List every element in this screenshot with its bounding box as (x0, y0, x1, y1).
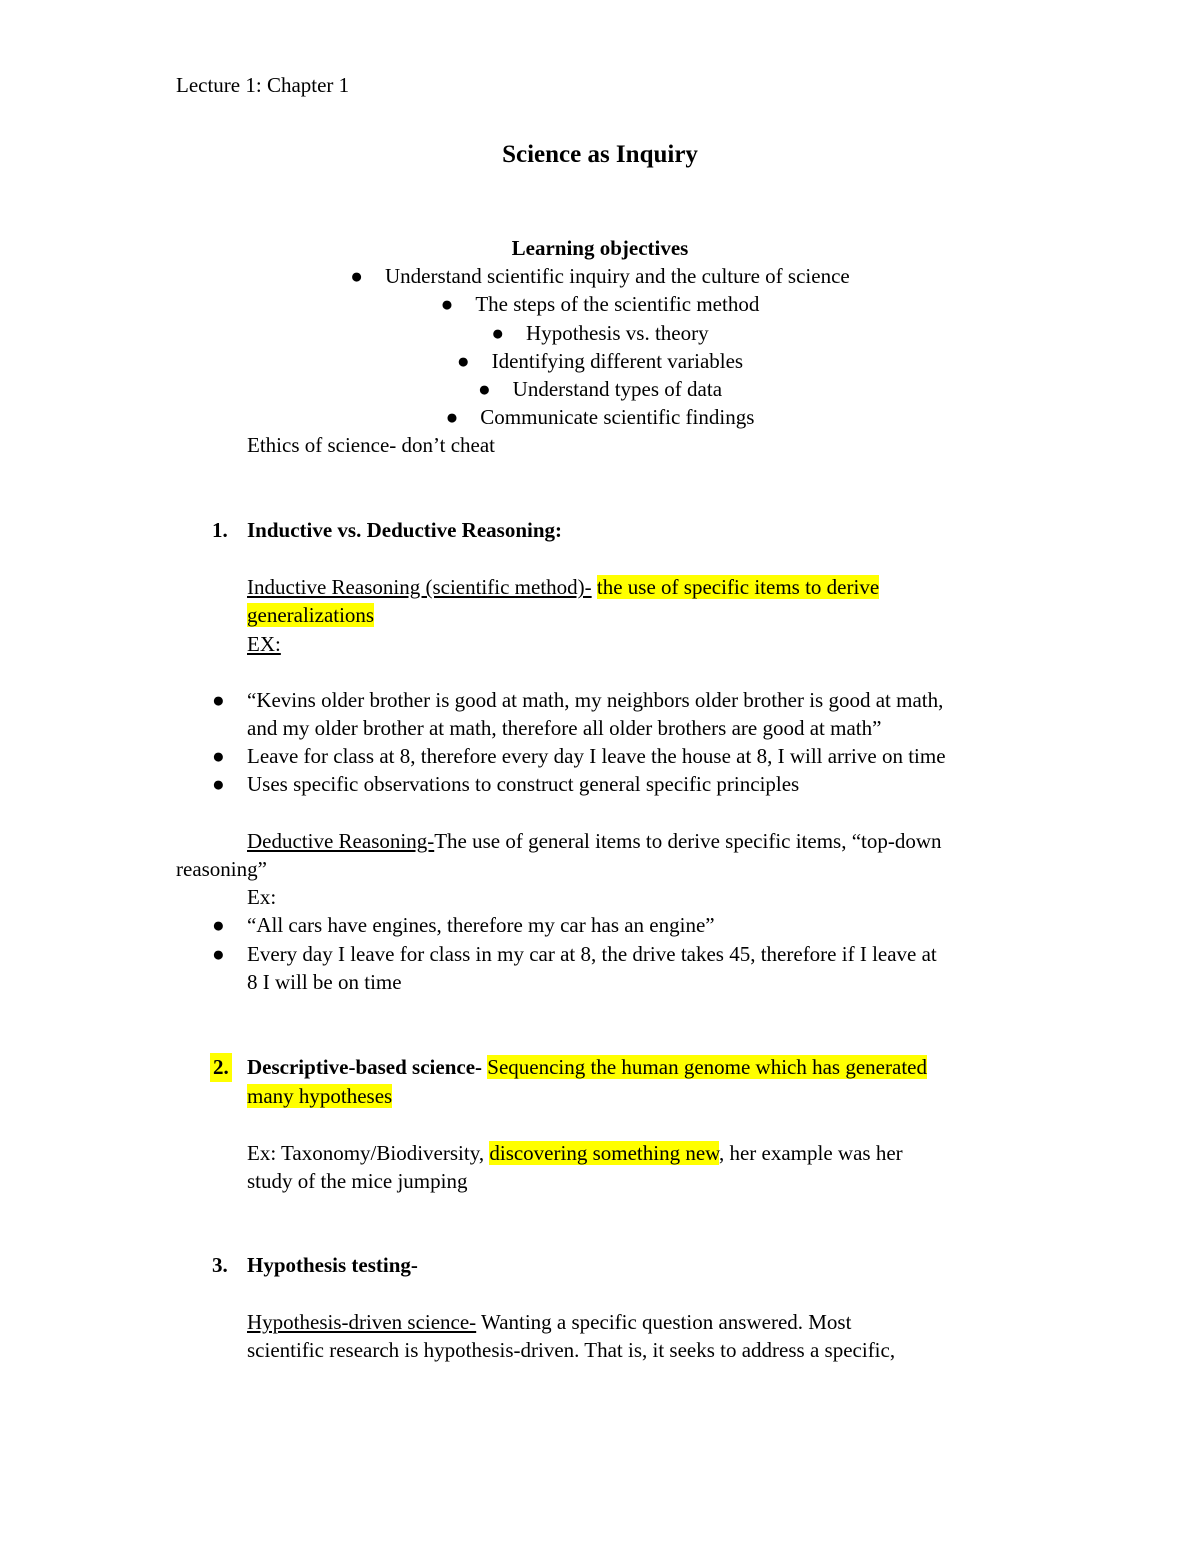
bullet-icon: ● (212, 942, 225, 966)
section-number: 1. (212, 518, 228, 542)
list-item: Every day I leave for class in my car at 8, the drive takes 45, therefore if I leave at (247, 942, 937, 966)
objectives-heading: Learning objectives (511, 236, 689, 260)
bullet-icon: ● (350, 264, 363, 288)
bullet-icon: ● (212, 913, 225, 937)
objective-item: ● The steps of the scientific method (440, 292, 760, 316)
hypothesis-term: Hypothesis-driven science- (247, 1310, 477, 1334)
bullet-icon: ● (212, 744, 225, 768)
section-heading: Inductive vs. Deductive Reasoning: (247, 518, 563, 542)
objective-item: ● Hypothesis vs. theory (491, 321, 709, 345)
section-heading: Descriptive-based science- (247, 1055, 483, 1079)
highlighted-text: generalizations (247, 603, 375, 627)
example-line: Ex: Taxonomy/Biodiversity, discovering something new, her example was her (247, 1141, 903, 1165)
objective-item: ● Communicate scientific findings (445, 405, 755, 429)
highlighted-text: discovering something new (489, 1141, 719, 1165)
list-item: “All cars have engines, therefore my car has an engine” (247, 913, 715, 937)
deductive-definition-line: Deductive Reasoning-The use of general items to derive specific items, “top-down (247, 829, 942, 853)
list-item: Uses specific observations to construct general specific principles (247, 772, 800, 796)
inductive-definition-line (247, 573, 879, 602)
hypothesis-definition-line: scientific research is hypothesis-driven. That is, it seeks to address a specific, (247, 1338, 896, 1362)
highlighted-text: Sequencing the human genome which has generated (487, 1055, 927, 1079)
deductive-definition-line: reasoning” (176, 857, 267, 881)
list-item-continuation: and my older brother at math, therefore all older brothers are good at math” (247, 716, 882, 740)
hypothesis-definition-line: Hypothesis-driven science- Wanting a specific question answered. Most (247, 1310, 852, 1334)
deductive-term: Deductive Reasoning- (247, 829, 435, 853)
document-title: Science as Inquiry (502, 141, 698, 168)
objective-item: ● Understand scientific inquiry and the culture of science (350, 264, 850, 288)
example-line: study of the mice jumping (247, 1169, 468, 1193)
objective-item: ● Identifying different variables (456, 349, 744, 373)
objective-item: ● Understand types of data (477, 377, 723, 401)
section-heading: Hypothesis testing- (247, 1253, 418, 1277)
bullet-icon: ● (212, 772, 225, 796)
bullet-icon: ● (445, 405, 459, 429)
bullet-icon: ● (456, 349, 470, 373)
inductive-term: Inductive Reasoning (scientific method)- (247, 575, 592, 599)
highlighted-text: many hypotheses (247, 1084, 393, 1108)
inductive-definition-line (247, 601, 374, 630)
list-item-continuation: 8 I will be on time (247, 970, 402, 994)
example-label: Ex: (247, 885, 277, 909)
list-item: “Kevins older brother is good at math, my neighbors older brother is good at math, (247, 688, 944, 712)
highlighted-text: the use of specific items to derive (596, 575, 880, 599)
page-header: Lecture 1: Chapter 1 (176, 73, 350, 97)
ethics-note: Ethics of science- don’t cheat (247, 433, 496, 457)
section-heading-line (247, 1082, 392, 1111)
section-heading-line (247, 1053, 927, 1082)
section-number: 2. (210, 1053, 232, 1082)
bullet-icon: ● (440, 292, 454, 316)
bullet-icon: ● (477, 377, 491, 401)
section-number: 3. (212, 1253, 228, 1277)
bullet-icon: ● (212, 688, 225, 712)
bullet-icon: ● (491, 321, 505, 345)
list-item: Leave for class at 8, therefore every day I leave the house at 8, I will arrive on time (247, 744, 946, 768)
example-label: EX: (247, 632, 281, 656)
